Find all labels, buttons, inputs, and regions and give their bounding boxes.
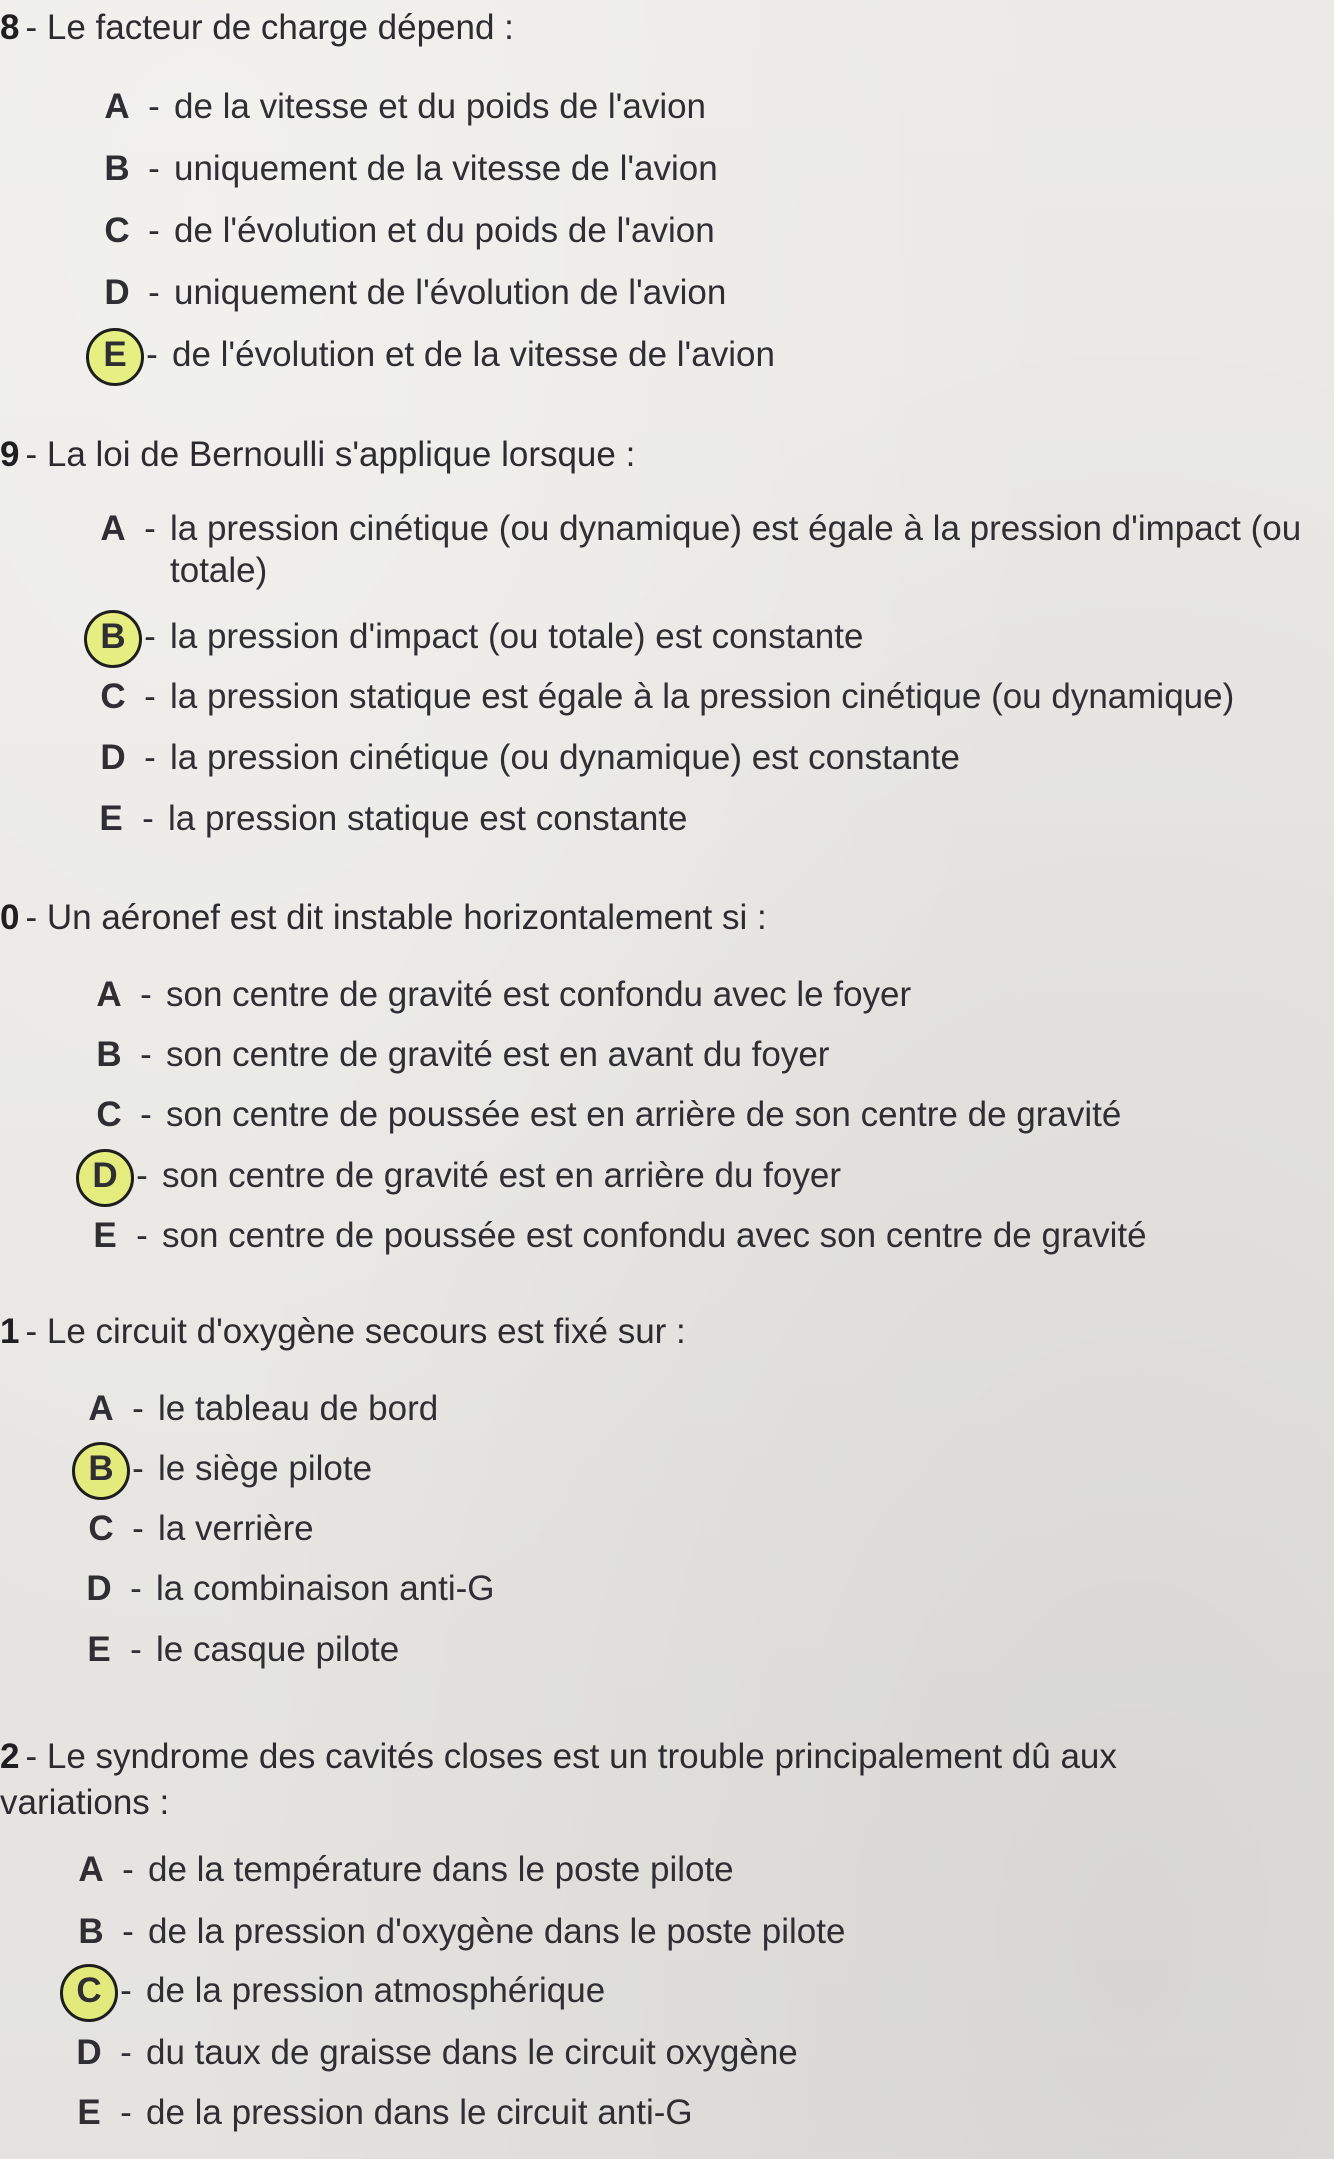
option-letter: C xyxy=(88,1509,114,1548)
separator: - xyxy=(130,1630,142,1669)
option-text: son centre de poussée est confondu avec son centre de gravité xyxy=(162,1216,1147,1255)
question-prompt xyxy=(0,1310,686,1354)
option-letter: A xyxy=(88,1389,114,1428)
separator: - xyxy=(122,1912,134,1951)
answer-option[interactable] xyxy=(82,1568,495,1610)
answer-option[interactable] xyxy=(84,1388,438,1430)
answer-option[interactable] xyxy=(92,1034,829,1076)
question-prompt xyxy=(0,433,635,477)
option-letter: D xyxy=(76,2033,102,2072)
option-letter: D xyxy=(100,738,126,777)
option-letter-circled: E xyxy=(98,334,132,376)
answer-option[interactable] xyxy=(88,1155,841,1197)
option-text: de la pression atmosphérique xyxy=(146,1971,606,2010)
answer-option[interactable] xyxy=(92,974,911,1016)
option-letter: B xyxy=(96,1035,122,1074)
option-text: la verrière xyxy=(158,1509,314,1548)
option-text: uniquement de la vitesse de l'avion xyxy=(174,149,718,188)
separator: - xyxy=(148,211,160,250)
separator: - xyxy=(142,799,154,838)
answer-option[interactable] xyxy=(72,1970,605,2012)
option-text: de la pression d'oxygène dans le poste pilote xyxy=(148,1912,846,1951)
option-letter: D xyxy=(86,1569,112,1608)
answer-option[interactable] xyxy=(96,616,863,658)
question-text: Le syndrome des cavités closes est un trouble principalement dû aux variations : xyxy=(0,1737,1117,1822)
option-text: le tableau de bord xyxy=(158,1389,439,1428)
separator: - xyxy=(136,1156,148,1195)
question-number: 0 xyxy=(0,898,20,937)
separator: - xyxy=(132,1389,144,1428)
option-text: de la pression dans le circuit anti-G xyxy=(146,2093,693,2132)
option-text: son centre de gravité est confondu avec le foyer xyxy=(166,975,912,1014)
option-letter: A xyxy=(96,975,122,1014)
answer-option[interactable] xyxy=(74,1849,734,1891)
answer-option[interactable] xyxy=(72,2092,693,2134)
option-text: la pression d'impact (ou totale) est constante xyxy=(170,617,864,656)
option-letter: D xyxy=(104,273,130,312)
option-text: la pression statique est constante xyxy=(168,799,688,838)
question-number: 2 xyxy=(0,1737,20,1776)
answer-option[interactable] xyxy=(88,1215,1147,1257)
option-letter: E xyxy=(99,799,123,838)
separator: - xyxy=(120,2033,132,2072)
option-text: la pression cinétique (ou dynamique) est égale à la pression d'impact (ou totale) xyxy=(170,509,1302,590)
option-letter-circled: D xyxy=(88,1155,122,1197)
option-letter: C xyxy=(104,211,130,250)
option-letter: E xyxy=(93,1216,117,1255)
option-letter: C xyxy=(100,677,126,716)
question-text: Le circuit d'oxygène secours est fixé sur : xyxy=(46,1312,686,1351)
option-text: son centre de gravité est en arrière du foyer xyxy=(162,1156,841,1195)
separator: - xyxy=(132,1509,144,1548)
question-number: 1 xyxy=(0,1312,20,1351)
separator: - xyxy=(25,8,38,47)
separator: - xyxy=(144,617,156,656)
option-letter: B xyxy=(78,1912,104,1951)
option-text: de l'évolution et de la vitesse de l'avion xyxy=(172,335,775,374)
separator: - xyxy=(146,335,158,374)
question-number: 9 xyxy=(0,435,20,474)
separator: - xyxy=(144,677,156,716)
answer-option[interactable] xyxy=(72,2032,798,2074)
answer-option[interactable] xyxy=(96,737,960,779)
question-prompt xyxy=(0,6,514,50)
option-text: de la vitesse et du poids de l'avion xyxy=(174,87,707,126)
option-text: le siège pilote xyxy=(158,1449,373,1488)
option-letter: A xyxy=(104,87,130,126)
question-text: Un aéronef est dit instable horizontalement si : xyxy=(46,898,767,937)
option-text: uniquement de l'évolution de l'avion xyxy=(174,273,727,312)
separator: - xyxy=(132,1449,144,1488)
option-letter: A xyxy=(78,1850,104,1889)
separator: - xyxy=(120,1971,132,2010)
answer-option[interactable] xyxy=(100,148,718,190)
separator: - xyxy=(25,1312,38,1351)
separator: - xyxy=(140,1095,152,1134)
answer-option[interactable] xyxy=(100,86,706,128)
answer-option[interactable] xyxy=(98,334,775,376)
option-text: la pression statique est égale à la pression cinétique (ou dynamique) xyxy=(170,677,1235,716)
separator: - xyxy=(144,509,156,548)
answer-option[interactable] xyxy=(100,210,715,252)
option-letter-circled: B xyxy=(96,616,130,658)
option-text: de la température dans le poste pilote xyxy=(148,1850,734,1889)
separator: - xyxy=(144,738,156,777)
option-text: la combinaison anti-G xyxy=(156,1569,495,1608)
separator: - xyxy=(148,87,160,126)
separator: - xyxy=(120,2093,132,2132)
option-letter: E xyxy=(87,1630,111,1669)
option-text: le casque pilote xyxy=(156,1630,400,1669)
question-text: Le facteur de charge dépend : xyxy=(46,8,514,47)
separator: - xyxy=(148,273,160,312)
option-text: son centre de gravité est en avant du foyer xyxy=(166,1035,830,1074)
option-letter-circled: B xyxy=(84,1448,118,1490)
separator: - xyxy=(136,1216,148,1255)
answer-option[interactable] xyxy=(100,272,726,314)
separator: - xyxy=(25,898,38,937)
option-text: la pression cinétique (ou dynamique) est constante xyxy=(170,738,960,777)
separator: - xyxy=(122,1850,134,1889)
separator: - xyxy=(130,1569,142,1608)
option-letter: B xyxy=(104,149,130,188)
answer-option[interactable] xyxy=(82,1629,399,1671)
option-letter: C xyxy=(96,1095,122,1134)
option-text: son centre de poussée est en arrière de son centre de gravité xyxy=(166,1095,1122,1134)
answer-option[interactable] xyxy=(84,1448,372,1490)
question-prompt xyxy=(0,896,767,940)
question-number: 8 xyxy=(0,8,20,47)
answer-option[interactable] xyxy=(96,676,1234,718)
separator: - xyxy=(140,975,152,1014)
question-prompt xyxy=(0,1734,1200,1826)
answer-option[interactable] xyxy=(96,508,1320,592)
option-letter: A xyxy=(100,509,126,548)
option-letter-circled: C xyxy=(72,1970,106,2012)
answer-option[interactable] xyxy=(92,1094,1121,1136)
question-text: La loi de Bernoulli s'applique lorsque : xyxy=(46,435,636,474)
separator: - xyxy=(140,1035,152,1074)
answer-option[interactable] xyxy=(94,798,687,840)
option-letter: E xyxy=(77,2093,101,2132)
option-text: de l'évolution et du poids de l'avion xyxy=(174,211,715,250)
answer-option[interactable] xyxy=(84,1508,314,1550)
answer-option[interactable] xyxy=(74,1911,845,1953)
separator: - xyxy=(148,149,160,188)
separator: - xyxy=(25,1737,38,1776)
option-text: du taux de graisse dans le circuit oxygène xyxy=(146,2033,798,2072)
separator: - xyxy=(25,435,38,474)
